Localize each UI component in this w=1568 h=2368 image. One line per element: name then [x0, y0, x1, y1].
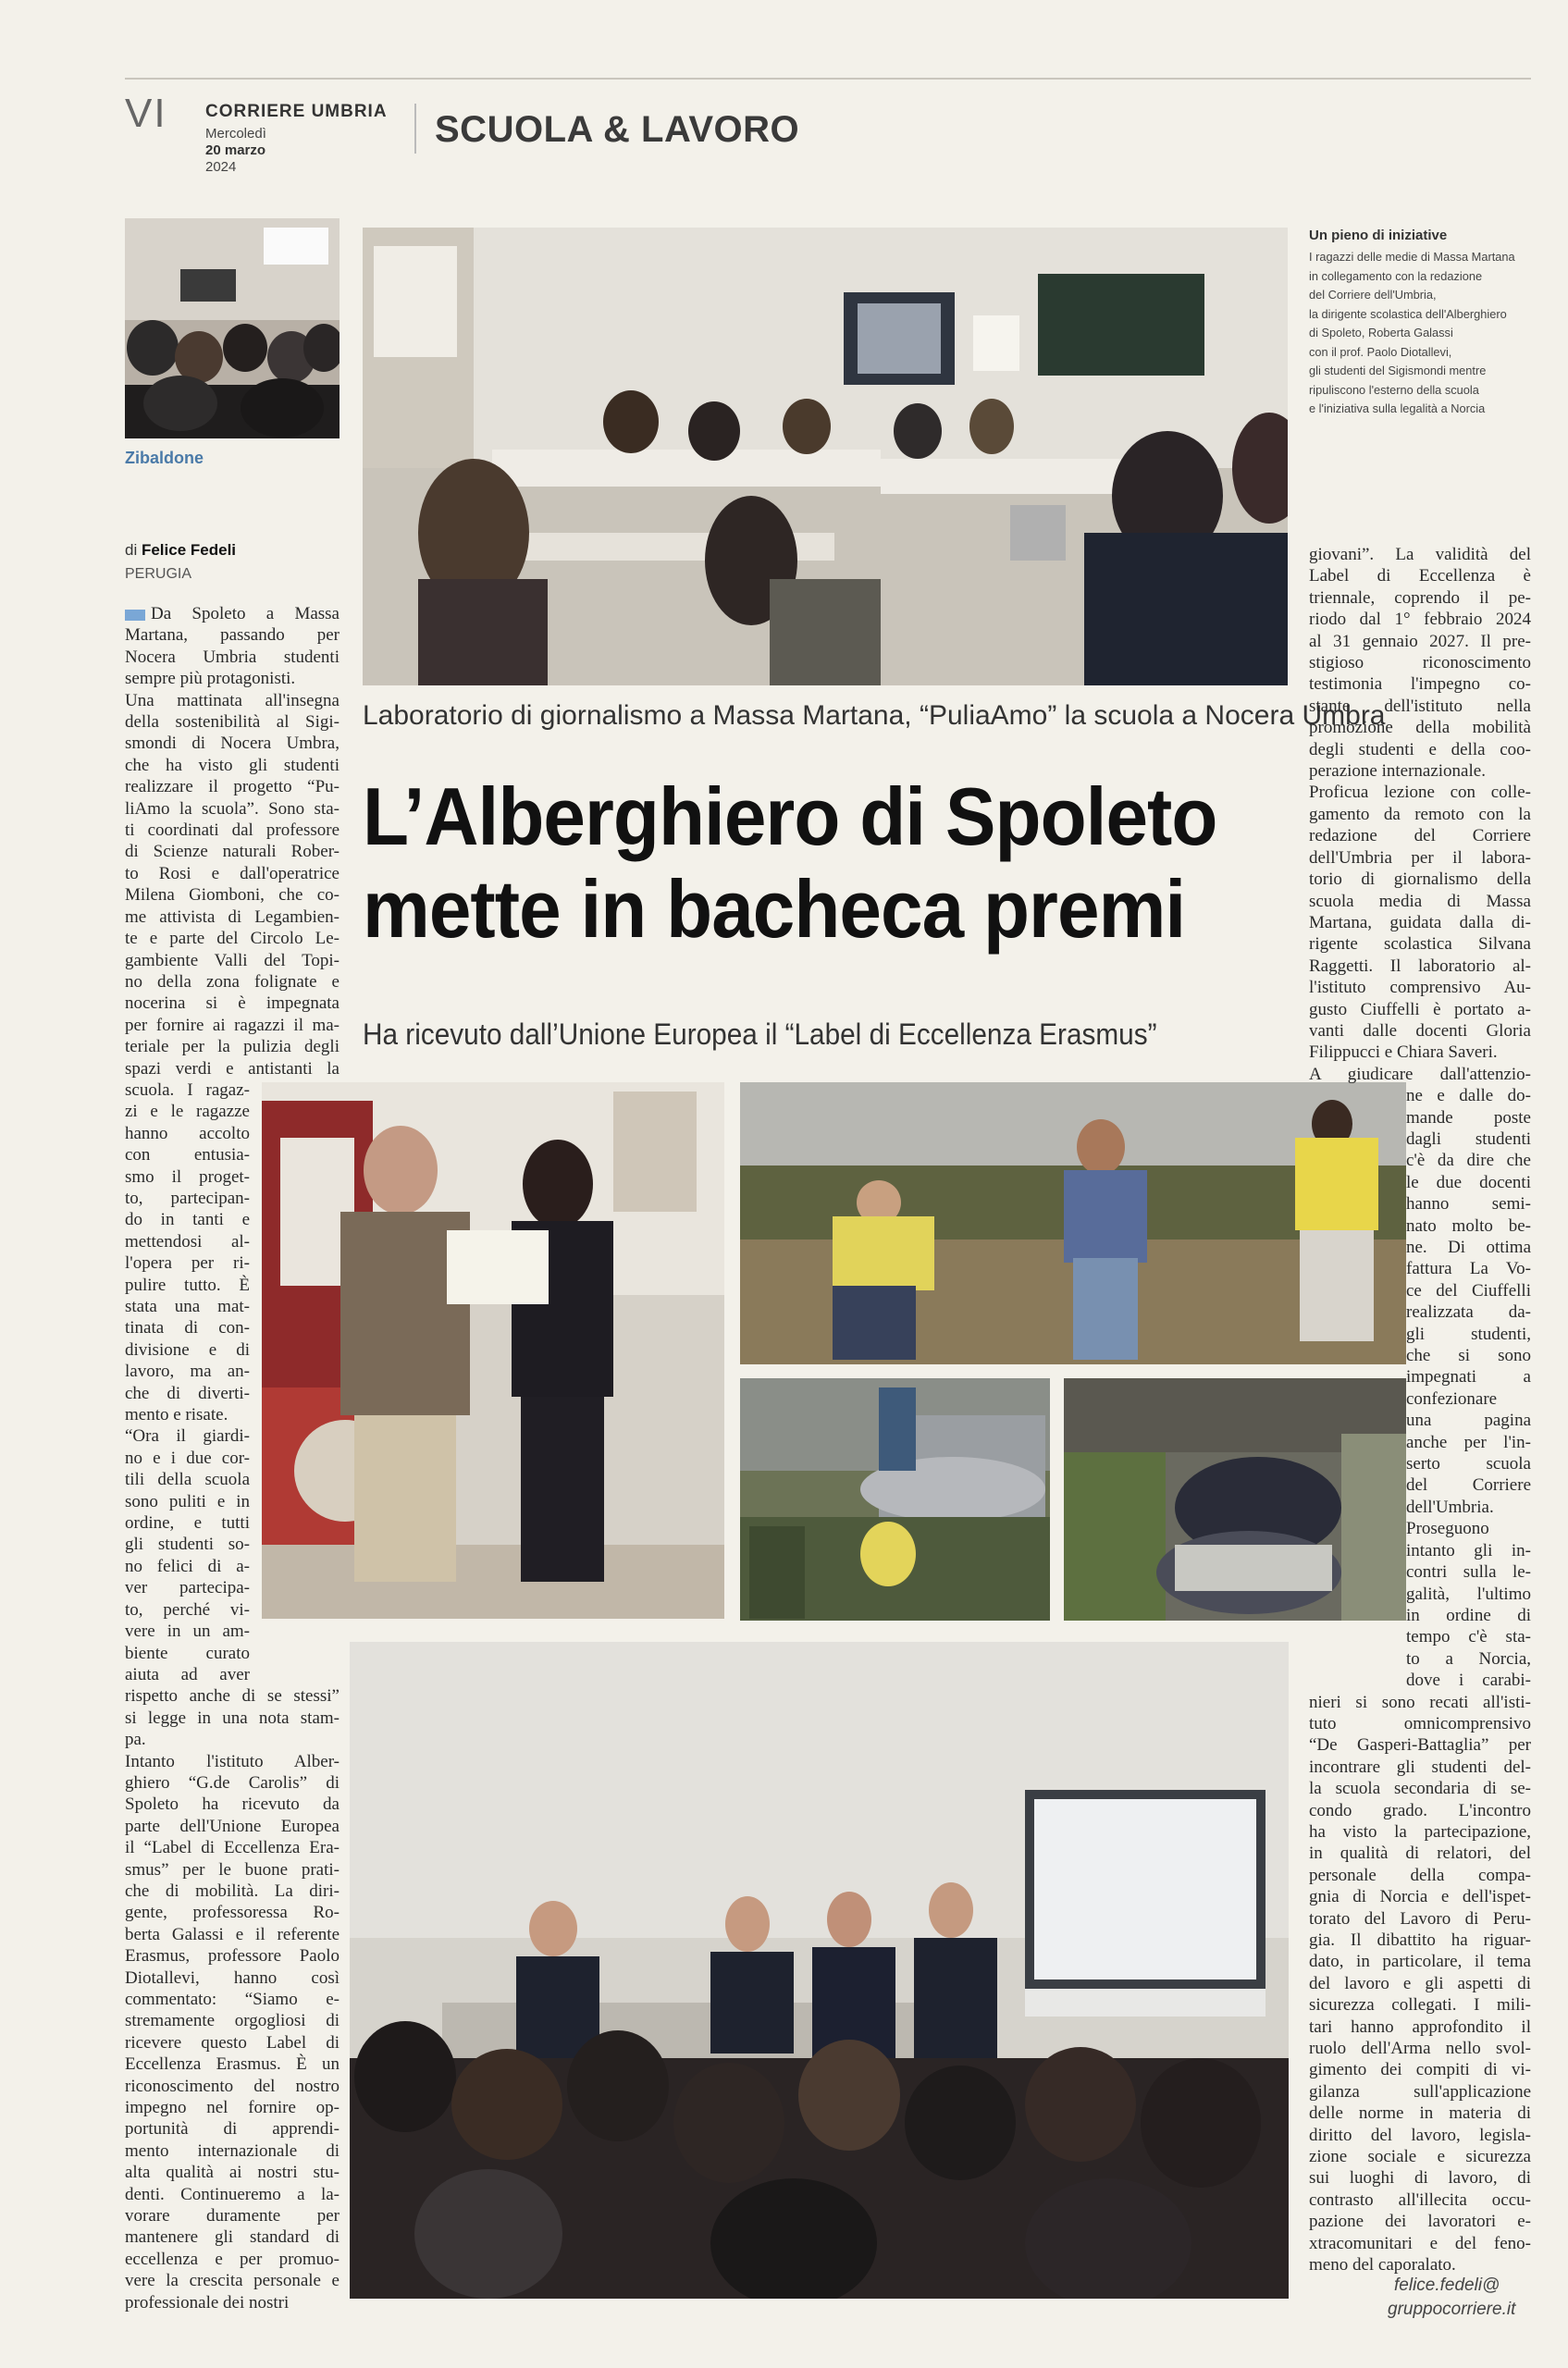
column-line: “De Gasperi-Battaglia” per [1309, 1735, 1531, 1756]
column-line: “Ora il giardi- [125, 1426, 250, 1447]
column-line: gli studenti, [1406, 1324, 1531, 1344]
column-line: tari hanno approfondito il [1309, 2016, 1531, 2037]
column-line: A giudicare dall'attenzio- [1309, 1064, 1531, 1084]
column-line: Erasmus, professore Paolo [125, 1946, 340, 1967]
caption-line: la dirigente scolastica dell'Alberghiero [1309, 306, 1507, 321]
column-line: spazi verdi e antistanti la [125, 1058, 340, 1079]
column-line: scuola media di Massa [1309, 891, 1531, 911]
column-line: liAmo la scuola”. Sono sta- [125, 798, 340, 819]
caption-line: gli studenti del Sigismondi mentre [1309, 364, 1487, 377]
column-line: riconoscimento del nostro [125, 2076, 340, 2096]
column-line: redazione del Corriere [1309, 826, 1531, 846]
column-line: gusto Ciuffelli è portato a- [1309, 999, 1531, 1019]
column-line: mettendosi al- [125, 1231, 250, 1252]
column-line: biente curato [125, 1643, 250, 1663]
column-line: sempre più protagonisti. [125, 669, 296, 689]
column-line: gnia di Norcia e dell'ispet- [1309, 1887, 1531, 1907]
column-line: incontrare gli studenti del- [1309, 1757, 1531, 1777]
column-line: divisione e di [125, 1339, 250, 1360]
column-line: al 31 gennaio 2027. Il pre- [1309, 631, 1531, 651]
column-line: ghiero “G.de Carolis” di [125, 1772, 340, 1793]
column-line: delle norme in materia di [1309, 2103, 1531, 2124]
column-line: mento e risate. [125, 1405, 228, 1425]
column-line: Intanto l'istituto Alber- [125, 1751, 340, 1771]
column-line: zione sociale e sicurezza [1309, 2147, 1531, 2167]
column-line: una pagina [1406, 1411, 1531, 1431]
column-line [125, 603, 340, 624]
column-line: ne. Di ottima [1406, 1238, 1531, 1257]
column-line: no della zona folignate e [125, 971, 340, 992]
column-line: stremamente orgogliosi di [125, 2011, 340, 2031]
column-line: denti. Continueremo a la- [125, 2184, 340, 2204]
column-line: me attivista di Legambien- [125, 906, 340, 927]
column-line: lavoro, ma an- [125, 1362, 250, 1382]
column-line: tinata di con- [125, 1318, 250, 1338]
cleanup-photo-large [740, 1082, 1406, 1364]
article-kicker: Laboratorio di giornalismo a Massa Martana, “PuliaAmo” la scuola a Nocera Umbra [363, 700, 1386, 731]
author-name: Felice Fedeli [141, 541, 237, 559]
column-line: alta qualità ai nostri stu- [125, 2163, 340, 2183]
column-line: ruolo dell'Arma nello svol- [1309, 2039, 1531, 2059]
column-line: Proficua lezione con colle- [1309, 783, 1531, 803]
column-line: in ordine di [1406, 1605, 1531, 1625]
column-line: con entusia- [125, 1145, 250, 1166]
column-line: no e i due cor- [125, 1448, 250, 1468]
column-line: impegno nel fornire op- [125, 2098, 340, 2118]
column-line: mento internazionale di [125, 2140, 340, 2161]
column-line: diritto del lavoro, legisla- [1309, 2125, 1531, 2145]
column-line: anche per l'in- [1406, 1432, 1531, 1452]
column-line: aiuta ad aver [125, 1664, 250, 1684]
column-line: stata una mat- [125, 1297, 250, 1316]
column-line: gambiente Valli del Topi- [125, 950, 340, 970]
column-line: stigioso riconoscimento [1309, 653, 1531, 673]
column-line: che ha visto gli studenti [125, 755, 340, 775]
column-line: Diotallevi, hanno così [125, 1967, 340, 1988]
column-line: Eccellenza Erasmus. È un [125, 2054, 340, 2075]
column-line: teriale per la pulizia degli [125, 1037, 340, 1057]
column-line: dell'Umbria per il labora- [1309, 847, 1531, 868]
column-line: rigente scolastica Silvana [1309, 934, 1531, 955]
caption-line: I ragazzi delle medie di Massa Martana [1309, 250, 1515, 264]
zibaldone-photo [125, 218, 340, 438]
masthead-logo [205, 102, 388, 122]
column-line: contri sulla le- [1406, 1562, 1531, 1583]
subheadline: Ha ricevuto dall’Unione Europea il “Label di Eccellenza Erasmus” [363, 1018, 1157, 1051]
zibaldone-caption: Zibaldone [125, 449, 204, 467]
author-email-2: gruppocorriere.it [1388, 2300, 1516, 2319]
masthead-text: CORRIERE UMBRIA [205, 102, 388, 121]
column-line: ti coordinati dal professore [125, 820, 340, 841]
column-line: rispetto anche di se stessi” [125, 1686, 340, 1707]
column-line: ver partecipa- [125, 1578, 250, 1598]
column-line: ce del Ciuffelli [1406, 1280, 1531, 1301]
column-line: smondi di Nocera Umbra, [125, 734, 340, 754]
column-line: tili della scuola [125, 1470, 250, 1490]
column-line: gia. Il dibattito ha riguar- [1309, 1930, 1531, 1950]
lead-marker [125, 610, 145, 621]
column-line: Spoleto ha ricevuto da [125, 1794, 340, 1815]
caption-line: di Spoleto, Roberta Galassi [1309, 326, 1453, 339]
column-line: galità, l'ultimo [1406, 1584, 1531, 1604]
article-column-2 [1309, 544, 1531, 2276]
column-line: triennale, coprendo il pe- [1309, 587, 1531, 608]
column-line: Proseguono [1406, 1519, 1489, 1539]
column-line: che di diverti- [125, 1383, 250, 1403]
photo-caption-title: Un pieno di iniziative [1309, 228, 1448, 243]
column-line: to, perché vi- [125, 1599, 250, 1620]
column-line: per fornire ai ragazzi il ma- [125, 1015, 340, 1035]
date-year: 2024 [205, 159, 237, 175]
column-line: in qualità di relatori, del [1309, 1844, 1531, 1864]
column-line: realizzare il progetto “Pu- [125, 777, 340, 797]
column-line: hanno semi- [1406, 1194, 1531, 1215]
caption-line: del Corriere dell'Umbria, [1309, 288, 1437, 302]
column-line: si legge in una nota stam- [125, 1708, 340, 1728]
column-line: fattura La Vo- [1406, 1259, 1531, 1279]
column-line: l'opera per ri- [125, 1253, 250, 1274]
column-line: sono puliti e in [125, 1491, 250, 1511]
column-line: Label di Eccellenza è [1309, 566, 1531, 586]
column-line: della sostenibilità al Sigi- [125, 712, 340, 733]
column-line: confezionare [1406, 1388, 1498, 1409]
column-line: stante dell'istituto nella [1309, 696, 1531, 716]
column-line: vere la crescita personale e [125, 2271, 340, 2291]
column-line: Una mattinata all'insegna [125, 690, 340, 710]
column-line: gamento da remoto con la [1309, 804, 1531, 824]
headline-line-2: mette in bacheca premi [363, 863, 1186, 955]
column-line: smus” per le buone prati- [125, 1859, 340, 1880]
column-line: dato, in particolare, il tema [1309, 1952, 1531, 1972]
column-line: le due docenti [1406, 1172, 1531, 1192]
column-line: to Rosi e dall'operatrice [125, 863, 340, 883]
column-line: nieri si sono recati all'isti- [1309, 1692, 1531, 1712]
column-line: ordine, e tutti [125, 1513, 250, 1534]
column-line: vanti dalle docenti Gloria [1309, 1020, 1531, 1041]
column-line: Nocera Umbria studenti [125, 647, 340, 667]
column-line: pazione dei lavoratori e- [1309, 2212, 1531, 2232]
column-line: gente, professoressa Ro- [125, 1903, 340, 1923]
column-line: che si sono [1406, 1346, 1531, 1366]
column-line: meno del caporalato. [1309, 2255, 1456, 2276]
column-line: perazione internazionale. [1309, 761, 1486, 782]
dateline-city: PERUGIA [125, 566, 192, 582]
cleanup-photo-small-1 [740, 1378, 1050, 1621]
column-line: professionale dei nostri [125, 2292, 290, 2312]
top-rule [125, 78, 1531, 80]
caption-line: con il prof. Paolo Diotallevi, [1309, 344, 1452, 359]
column-line: torato del Lavoro di Peru- [1309, 1908, 1531, 1929]
column-line: sicurezza collegati. I mili- [1309, 1995, 1531, 2016]
column-line: Martana, passando per [125, 625, 340, 646]
page-number: VI [125, 91, 167, 136]
column-line: xtracomunitari e del feno- [1309, 2233, 1531, 2253]
column-line: impegnati a [1406, 1367, 1531, 1388]
column-line: l'istituto comprensivo Au- [1309, 978, 1531, 998]
column-line: del lavoro e gli aspetti di [1309, 1973, 1531, 1993]
column-line: del Corriere [1406, 1475, 1531, 1496]
column-line: realizzata da- [1406, 1302, 1531, 1323]
column-line: giovani”. La validità del [1309, 545, 1531, 564]
column-line: gilanza sull'applicazione [1309, 2081, 1531, 2102]
column-line: riodo dal 1° febbraio 2024 [1309, 610, 1531, 630]
column-line: te e parte del Circolo Le- [125, 929, 340, 949]
column-line: gli studenti so- [125, 1535, 250, 1555]
column-line: sui luoghi di lavoro, di [1309, 2168, 1531, 2189]
column-line: do in tanti e [125, 1210, 250, 1230]
column-line: promozione della mobilità [1309, 718, 1531, 738]
column-line: dagli studenti [1406, 1128, 1531, 1149]
caption-line: e l'iniziativa sulla legalità a Norcia [1309, 401, 1486, 415]
column-line: hanno accolto [125, 1123, 250, 1143]
column-line: testimonia l'impegno co- [1309, 674, 1531, 695]
column-line: to a Norcia, [1406, 1648, 1531, 1669]
column-line: mande poste [1406, 1107, 1531, 1128]
column-line: la scuola secondaria di se- [1309, 1779, 1531, 1799]
column-line: parte dell'Unione Europea [125, 1816, 340, 1836]
column-line: gimento dei compiti di vi- [1309, 2060, 1531, 2080]
column-line: c'è da dire che [1406, 1151, 1531, 1171]
legality-meeting-photo [350, 1642, 1289, 2299]
column-line: che di mobilità. La diri- [125, 1881, 340, 1901]
caption-line: in collegamento con la redazione [1309, 268, 1483, 283]
column-line: personale della compa- [1309, 1865, 1531, 1885]
column-line: torio di giornalismo della [1309, 870, 1531, 890]
column-line: tuto omnicomprensivo [1309, 1713, 1531, 1733]
column-line: nocerina si è impegnata [125, 993, 340, 1014]
author-email-1: felice.fedeli@ [1394, 2276, 1500, 2295]
column-line: pa. [125, 1730, 146, 1750]
caption-line: ripuliscono l'esterno della scuola [1309, 382, 1479, 397]
column-line: portunità di apprendi- [125, 2119, 340, 2140]
column-line: zi e le ragazze [125, 1102, 250, 1122]
column-line: serto scuola [1406, 1454, 1531, 1474]
column-line: Filippucci e Chiara Saveri. [1309, 1042, 1498, 1063]
byline-prefix: di [125, 541, 138, 559]
column-line: il “Label di Eccellenza Era- [125, 1838, 340, 1858]
column-line: ricevere questo Label di [125, 2032, 340, 2053]
column-line: di Scienze naturali Rober- [125, 842, 340, 862]
column-line: no felici di a- [125, 1556, 250, 1576]
classroom-photo [363, 228, 1288, 685]
column-line: dove i carabi- [1406, 1671, 1531, 1691]
column-line: ne e dalle do- [1406, 1086, 1531, 1106]
column-line: eccellenza e per promuo- [125, 2249, 340, 2269]
column-line: pulire tutto. È [125, 1275, 250, 1295]
column-line: intanto gli in- [1406, 1540, 1531, 1560]
column-line: to, partecipan- [125, 1188, 250, 1208]
column-line: berta Galassi e il referente [125, 1924, 340, 1944]
column-line: vorare duramente per [125, 2206, 340, 2226]
photo-caption-body [1309, 248, 1531, 419]
column-line: Martana, guidata dalla di- [1309, 912, 1531, 932]
column-line: vere in un am- [125, 1622, 250, 1642]
section-title: SCUOLA & LAVORO [435, 109, 800, 150]
column-line: Milena Giomboni, che co- [125, 885, 340, 906]
column-line: ha visto la partecipazione, [1309, 1821, 1531, 1842]
column-line: condo grado. L'incontro [1309, 1800, 1531, 1820]
column-line: scuola. I ragaz- [125, 1079, 250, 1100]
column-line: degli studenti e della coo- [1309, 739, 1531, 759]
lead-text: Da Spoleto a Massa [151, 604, 340, 623]
article-column-1 [125, 603, 340, 2313]
column-line: contrasto all'illecita occu- [1309, 2189, 1531, 2210]
column-line: commentato: “Siamo e- [125, 1990, 340, 2009]
column-line: mantenere gli standard di [125, 2227, 340, 2248]
date-day: Mercoledì [205, 126, 266, 142]
column-line: tempo c'è sta- [1406, 1627, 1531, 1647]
column-line: smo il proget- [125, 1166, 250, 1187]
header-divider [414, 104, 416, 154]
column-line: dell'Umbria. [1406, 1497, 1494, 1517]
headline-line-1: L’Alberghiero di Spoleto [363, 771, 1217, 862]
byline [125, 541, 236, 560]
column-line: Raggetti. Il laboratorio al- [1309, 956, 1531, 976]
column-line: nato molto be- [1406, 1215, 1531, 1236]
date-date: 20 marzo [205, 142, 266, 158]
